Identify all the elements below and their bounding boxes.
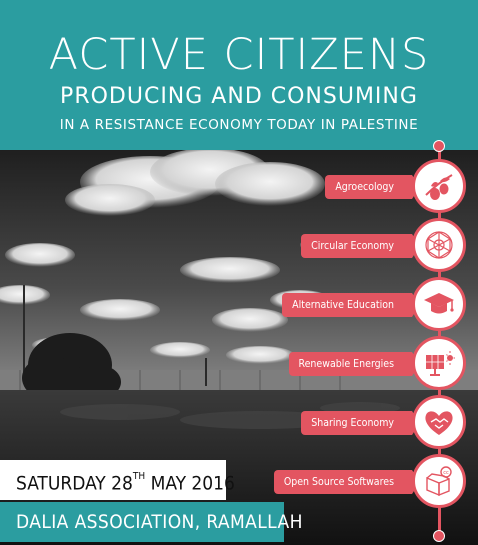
timeline-node-top [433,140,445,152]
handshake-heart-icon [412,395,466,449]
event-location: DALIA ASSOCIATION, RAMALLAH [0,502,284,542]
poster-tagline: IN A RESISTANCE ECONOMY TODAY IN PALESTINE [59,117,419,133]
topic-renewable-energies [0,336,478,392]
topic-label: Circular Economy [301,234,412,258]
topic-label: Renewable Energies [289,352,412,376]
topic-label: Sharing Economy [301,411,412,435]
topic-label: Alternative Education [282,293,412,317]
topic-circular-economy [0,218,478,274]
olive-branch-icon [412,159,466,213]
event-date: SATURDAY 28TH MAY 2016 [0,460,226,500]
topic-alternative-education [0,277,478,333]
solar-panel-icon [412,336,466,390]
timeline-node-bottom [433,530,445,542]
graduation-cap-icon [412,277,466,331]
topic-label: Open Source Softwares [274,470,412,494]
topic-sharing-economy [0,395,478,451]
poster-header [0,0,478,150]
svg-text:cc: cc [443,470,449,476]
open-box-cc-icon [412,454,466,508]
topic-agroecology [0,159,478,215]
topic-label: Agroecology [325,175,412,199]
poster-subtitle: PRODUCING AND CONSUMING [60,84,418,109]
poster-title: ACTIVE CITIZENS [48,30,430,80]
network-sphere-icon [412,218,466,272]
